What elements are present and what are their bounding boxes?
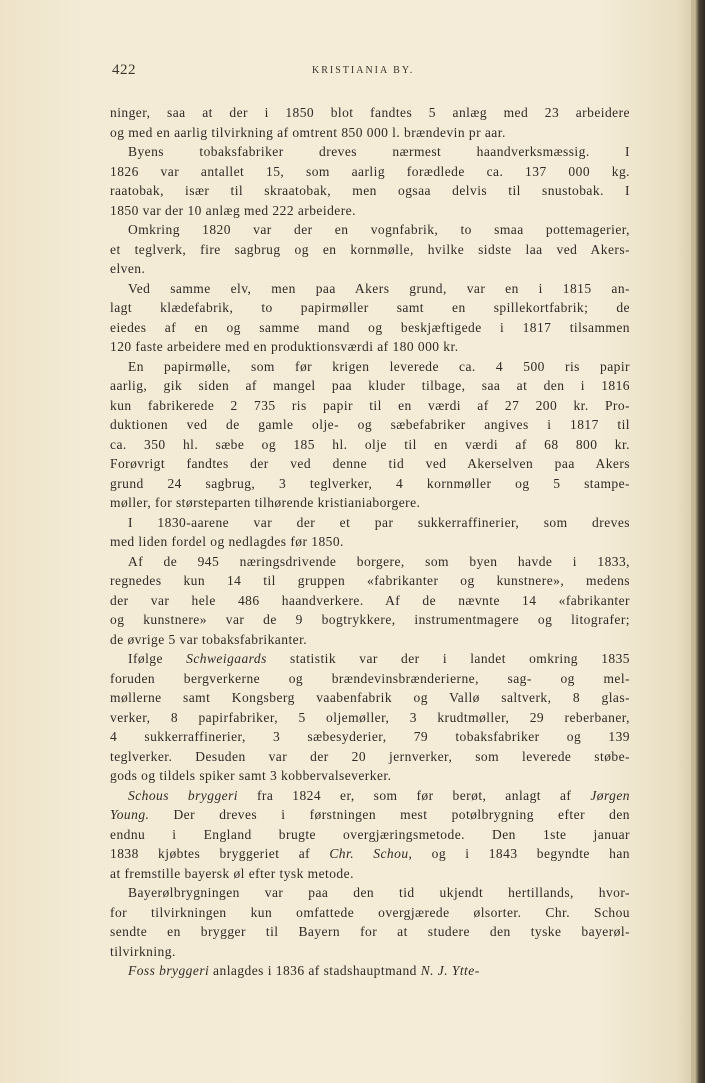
text-line: ca. 350 hl. sæbe og 185 hl. olje til en værdi af 68 800 kr.	[110, 436, 630, 452]
text-line: Young. Der dreves i førstningen mest potølbrygning efter den	[110, 807, 630, 822]
text-line: endnu i England brugte overgjæringsmetode. Den 1ste januar	[110, 826, 630, 842]
text-line: der var hele 486 haandverkere. Af de nævnte 14 «fabrikanter	[110, 592, 630, 608]
text-line: Ved samme elv, men paa Akers grund, var en i 1815 an-	[128, 280, 630, 296]
text-line: Schous bryggeri fra 1824 er, som før berøt, anlagt af Jørgen	[128, 787, 630, 803]
text-line: med liden fordel og nedlagdes før 1850.	[110, 534, 344, 549]
text-line: lagt klædefabrik, to papirmøller samt en spillekortfabrik; de	[110, 300, 630, 315]
text-line: 1850 var der 10 anlæg med 222 arbeidere.	[110, 202, 356, 218]
text-line: Bayerølbrygningen var paa den tid ukjendt hertillands, hvor-	[128, 885, 630, 900]
text-line: for tilvirkningen kun omfattede overgjærede ølsorter. Chr. Schou	[110, 904, 630, 920]
text-line: og med en aarlig tilvirkning af omtrent 850 000 l. brændevin pr aar.	[110, 124, 506, 140]
text-line: verker, 8 papirfabriker, 5 oljemøller, 3 krudtmøller, 29 reberbaner,	[110, 709, 630, 725]
text-line: regnedes kun 14 til gruppen «fabrikanter og kunstnere», medens	[110, 573, 630, 588]
text-line: Byens tobaksfabriker dreves nærmest haandverksmæssig. I	[128, 144, 630, 159]
text-line: ninger, saa at der i 1850 blot fandtes 5 anlæg med 23 arbeidere	[110, 105, 630, 120]
text-line: elven.	[110, 261, 146, 276]
text-line: foruden bergverkerne og brændevinsbrænderierne, sag- og mel-	[110, 670, 630, 686]
text-line: I 1830-aarene var der et par sukkerraffinerier, som dreves	[128, 514, 630, 530]
text-line: et teglverk, fire sagbrug og en kornmølle, hvilke sidste laa ved Akers-	[110, 241, 630, 257]
text-line: eiedes af en og samme mand og beskjæftigede i 1817 tilsammen	[110, 319, 630, 335]
book-spine-edge	[695, 0, 705, 1083]
page-header	[112, 62, 630, 82]
text-line: kun fabrikerede 2 735 ris papir til en værdi af 27 200 kr. Pro-	[110, 397, 630, 413]
text-line: 120 faste arbeidere med en produktionsværdi af 180 000 kr.	[110, 339, 459, 354]
page-number: 422	[112, 62, 136, 78]
text-line: grund 24 sagbrug, 3 teglverker, 4 kornmøller og 5 stampe-	[110, 475, 630, 491]
text-line: Af de 945 næringsdrivende borgere, som byen havde i 1833,	[128, 553, 630, 569]
text-line: de øvrige 5 var tobaksfabrikanter.	[110, 631, 308, 647]
text-line: Omkring 1820 var der en vognfabrik, to smaa pottemagerier,	[128, 222, 630, 237]
text-line: møller, for størsteparten tilhørende kristianiaborgere.	[110, 495, 421, 510]
body-text	[110, 103, 630, 981]
text-line: møllerne samt Kongsberg vaabenfabrik og Vallø saltverk, 8 glas-	[110, 690, 630, 705]
text-line: 1838 kjøbtes bryggeriet af Chr. Schou, og i 1843 begyndte han	[110, 846, 630, 861]
text-line: 4 sukkerraffinerier, 3 sæbesyderier, 79 tobaksfabriker og 139	[110, 729, 630, 744]
text-line: Forøvrigt fandtes der ved denne tid ved Akerselven paa Akers	[110, 456, 630, 471]
text-line: gods og tildels spiker samt 3 kobbervalseverker.	[110, 768, 392, 783]
running-head: KRISTIANIA BY.	[312, 65, 415, 76]
text-line: sendte en brygger til Bayern for at studere den tyske bayerøl-	[110, 924, 630, 939]
text-line: Ifølge Schweigaards statistik var der i landet omkring 1835	[128, 651, 630, 666]
text-line: Foss bryggeri anlagdes i 1836 af stadshauptmand N. J. Ytte-	[128, 963, 480, 978]
text-line: En papirmølle, som før krigen leverede ca. 4 500 ris papir	[128, 358, 630, 374]
text-line: aarlig, gik siden af mangel paa kluder tilbage, saa at den i 1816	[110, 378, 630, 393]
text-line: at fremstille bayersk øl efter tysk metode.	[110, 865, 354, 881]
text-line: raatobak, især til skraatobak, men ogsaa delvis til snustobak. I	[110, 183, 630, 198]
text-line: tilvirkning.	[110, 943, 176, 959]
text-line: teglverker. Desuden var der 20 jernverker, som leverede støbe-	[110, 748, 630, 764]
text-line: duktionen ved de gamle olje- og sæbefabriker angives i 1817 til	[110, 417, 630, 432]
text-line: 1826 var antallet 15, som aarlig forædlede ca. 137 000 kg.	[110, 163, 630, 179]
text-line: og kunstnere» var de 9 bogtrykkere, instrumentmagere og litografer;	[110, 612, 630, 627]
